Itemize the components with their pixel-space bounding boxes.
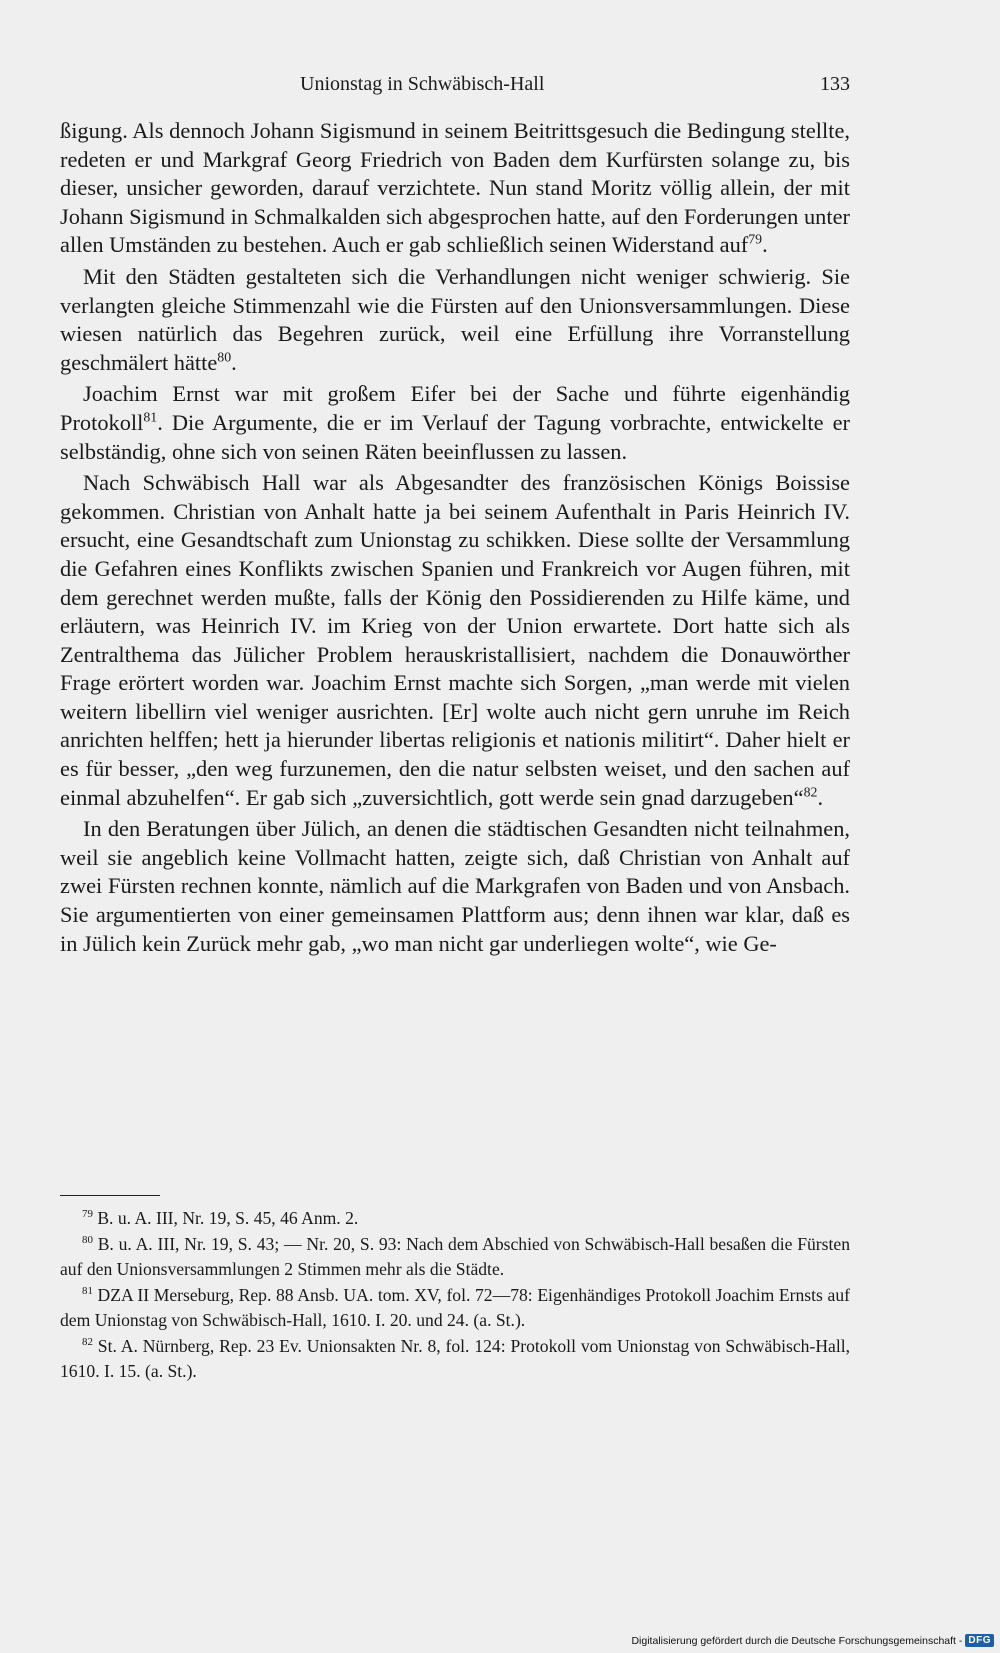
footnote — [60, 1232, 850, 1282]
footnotes — [60, 1206, 850, 1385]
paragraph-text-tail: . — [762, 232, 768, 258]
footnote-ref[interactable]: 79 — [748, 232, 763, 248]
footnote — [60, 1283, 850, 1333]
paragraph — [60, 815, 850, 958]
paragraph — [60, 380, 850, 466]
main-text — [60, 117, 850, 961]
paragraph-text: Nach Schwäbisch Hall war als Abgesandter des französischen Königs Boissise gekommen. Christian von Anhalt hatte ja bei seinem Aufenthalt in Paris Heinrich IV. ersucht, eine Gesandtschaft zum Unionstag zu schikken. Diese sollte der Versammlung die Gefahren eines Konflikts zwischen Spanien und Frankreich vor Augen führen, mit dem gerechnet werden mußte, falls der König den Possidierenden zu Hilfe käme, und erläutern, was Heinrich IV. im Krieg von der Union erwartete. Dort hatte sich als Zentralthema das Jülicher Problem herauskristallisiert, nachdem die Donauwörther Frage erörtert worden war. Joachim Ernst machte sich Sorgen, „man werde mit vielen weitern libellirn viel weniger ausrichten. [Er] wolte auch nicht gern unruhe im Reich anrichten helffen; hett ja hierunder libertas religionis et nationis militirt“. Daher hielt er es für besser, „den weg furzunemen, den die natur selbsten weiset, und den sachen auf einmal abzuhelfen“. Er gab sich „zuversichtlich, gott werde sein gnad darzugeben“ — [60, 470, 850, 810]
paragraph — [60, 117, 850, 260]
footnote-text: DZA II Merseburg, Rep. 88 Ansb. UA. tom. XV, fol. 72—78: Eigenhändiges Protokoll Joachim Ernsts auf dem Unionstag von Schwäbisch-Hall, 1610. I. 20. und 24. (a. St.). — [60, 1285, 850, 1330]
paragraph — [60, 263, 850, 377]
footnote-text: B. u. A. III, Nr. 19, S. 43; — Nr. 20, S. 93: Nach dem Abschied von Schwäbisch-Hall besaßen die Fürsten auf den Unionsversammlungen 2 Stimmen mehr als die Städte. — [60, 1234, 850, 1279]
running-head-title: Unionstag in Schwäbisch-Hall — [300, 73, 545, 95]
footnote-text: St. A. Nürnberg, Rep. 23 Ev. Unionsakten Nr. 8, fol. 124: Protokoll vom Unionstag von Schwäbisch-Hall, 1610. I. 15. (a. St.). — [60, 1336, 851, 1381]
paragraph-text-tail: . Die Argumente, die er im Verlauf der Tagung vorbrachte, entwickelte er selbständig, ohne sich von seinen Räten beeinflussen zu lassen. — [60, 409, 850, 464]
footnote-number: 79 — [82, 1208, 93, 1221]
footnote-ref[interactable]: 82 — [803, 785, 818, 801]
paragraph-text: Joachim Ernst war mit großem Eifer bei der Sache und führte eigenhändig Protokoll — [60, 381, 850, 435]
footnote-text: B. u. A. III, Nr. 19, S. 45, 46 Anm. 2. — [97, 1208, 359, 1228]
paragraph-text: Mit den Städten gestalteten sich die Verhandlungen nicht weniger schwierig. Sie verlangten gleiche Stimmenzahl wie die Fürsten auf den Unionsversammlungen. Diese wiesen natürlich das Begehren zurück, weil eine Erfüllung ihre Vorranstellung geschmälert hätte — [60, 263, 850, 375]
footnote-ref[interactable]: 80 — [217, 350, 232, 366]
credit-text: Digitalisierung gefördert durch die Deutsche Forschungsgemeinschaft - — [631, 1634, 963, 1647]
footnote-number: 80 — [82, 1234, 93, 1247]
dfg-logo: DFG — [965, 1634, 994, 1647]
paragraph-text-tail: . — [231, 349, 237, 375]
footnote-ref[interactable]: 81 — [143, 410, 158, 426]
footnote-number: 82 — [82, 1336, 93, 1349]
running-head — [60, 73, 850, 103]
paragraph-text: In den Beratungen über Jülich, an denen die städtischen Gesandten nicht teilnahmen, weil sie angeblich keine Vollmacht hatten, zeigte sich, daß Christian von Anhalt auf zwei Fürsten rechnen konnte, nämlich auf die Markgrafen von Baden und von Ansbach. Sie argumentierten von einer gemeinsamen Plattform aus; denn ihnen war klar, daß es in Jülich kein Zurück mehr gab, „wo man nicht gar underliegen wolte“, wie Ge- — [60, 816, 850, 956]
digitization-credit — [631, 1634, 994, 1647]
footnote — [60, 1334, 850, 1384]
footnote — [60, 1206, 850, 1231]
paragraph-text-tail: . — [817, 784, 824, 810]
footnote-divider — [60, 1195, 160, 1196]
paragraph — [60, 469, 850, 812]
page-number: 133 — [820, 73, 850, 95]
footnote-number: 81 — [82, 1285, 93, 1298]
paragraph-text: ßigung. Als dennoch Johann Sigismund in seinem Beitrittsgesuch die Bedingung stellte, redeten er und Markgraf Georg Friedrich von Baden dem Kurfürsten solange zu, bis dieser, unsicher geworden, darauf verzichtete. Nun stand Moritz völlig allein, der mit Johann Sigismund in Schmalkalden sich abgesprochen hatte, auf den Forderungen unter allen Umständen zu bestehen. Auch er gab schließlich seinen Widerstand auf — [60, 118, 850, 258]
